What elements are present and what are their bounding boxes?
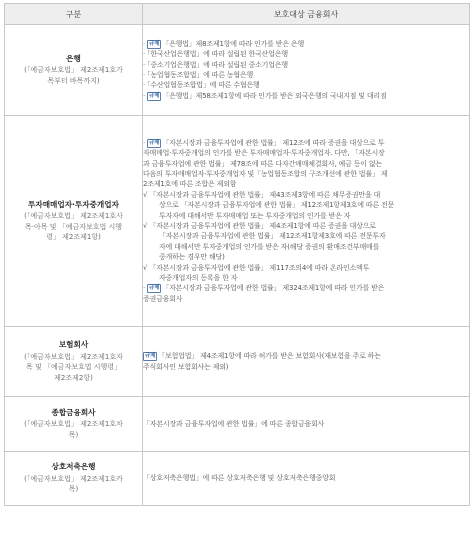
exception-item: √ 「자본시장과 금융투자업에 관한 법률」 제117조의4에 따라 온라인소액투 (143, 263, 370, 272)
category-name: 보험회사 (58, 340, 89, 349)
header-category: 구분 (5, 4, 143, 25)
institutions-cell-savings (143, 452, 470, 506)
category-cell-savings (5, 452, 143, 506)
list-item: · 「중소기업은행법」에 따라 설립된 중소기업은행 (143, 60, 288, 69)
category-basis: 령」 제2조제1항) (46, 233, 101, 241)
category-name: 투자매매업자·투자중개업자 (28, 199, 119, 209)
list-item-continued: 과 금융투자업에 관한 법률」 제78조에 따른 다자간매매체결회사, 예금 등이 없는 (143, 159, 382, 168)
regulation-badge[interactable]: 규제 (149, 139, 160, 146)
list-item: · 「수산업협동조합법」에 따른 수협은행 (143, 81, 260, 90)
exception-item-continued: 자중개업자의 등록을 한 자 (159, 274, 238, 283)
table-row (5, 25, 470, 116)
category-basis: (「예금자보호법」 제2조제1호자 (24, 352, 123, 361)
category-name: 상호저축은행 (51, 462, 96, 472)
category-basis: 목) (68, 430, 79, 439)
category-cell-invest (5, 116, 143, 327)
protected-institutions-table (4, 3, 470, 506)
list-item: · 규제 「은행법」제58조제1항에 따라 인가를 받은 외국은행의 국내지점 및 대리점 (143, 91, 387, 100)
table-row (5, 327, 470, 397)
table-row (5, 116, 470, 327)
category-basis: (「예금자보호법」 제2조제1호가 (24, 66, 123, 75)
exception-item: √ 「자본시장과 금융투자업에 관한 법률」 제4조제1항에 따른 증권을 대상으로 (143, 222, 376, 230)
list-item-continued: 증권금융회사 (143, 294, 183, 303)
institutions-cell-bank (143, 25, 470, 116)
list-item: · 「한국산업은행법」에 따라 설립된 한국산업은행 (143, 50, 288, 59)
exception-item-continued: 「자본시장과 금융투자업에 관한 법률」 제12조제1항제3호에 따른 전문투자 (159, 232, 386, 241)
category-basis: 목부터 바목까지) (47, 76, 100, 85)
table-header-row (5, 4, 470, 25)
category-basis: (「예금자보호법」 제2조제1호카 (24, 474, 123, 483)
list-item: 「자본시장과 금융투자업에 관한 법률」에 따른 종합금융회사 (143, 419, 325, 428)
exception-item-continued: 자에 대해서만 투자중개업의 인가를 받은 자(해당 증권의 환매조건부매매를 (159, 242, 380, 251)
list-item: 규제 「보험업법」 제4조제1항에 따라 허가를 받은 보험회사(재보험을 주로 하는 (145, 352, 381, 361)
category-cell-insurance (5, 327, 143, 397)
list-item: · 규제 「은행법」제8조제1항에 따라 인가를 받은 은행 (143, 39, 305, 48)
category-name: 은행 (66, 53, 81, 63)
list-item-continued: 다음의 투자매매업자·투자중개업자 및「농업협동조합의 구조개선에 관한 법률」 제 (143, 169, 388, 178)
list-item: · 규제 「자본시장과 금융투자업에 관한 법률」 제324조제1항에 따라 인가를 받은 (143, 284, 385, 293)
regulation-badge[interactable]: 규제 (149, 40, 160, 47)
exception-item-continued: 투자자에 대해서만 투자매매업 또는 투자중개업의 인가를 받은 자 (159, 211, 351, 220)
table-row (5, 397, 470, 452)
header-institutions: 보호대상 금융회사 (143, 4, 470, 25)
regulation-badge[interactable]: 규제 (149, 92, 160, 99)
category-cell-merchant (5, 397, 143, 452)
category-name: 종합금융회사 (51, 407, 96, 417)
regulation-badge[interactable]: 규제 (149, 285, 160, 292)
category-cell-bank (5, 25, 143, 116)
list-item-continued: 자매매업·투자중개업의 인가를 받은 투자매매업자·투자중개업자. 다만, 「자본시장 (143, 149, 385, 158)
exception-item: √ 「자본시장과 금융투자업에 관한 법률」 제43조제3항에 따른 채무증권만을 대 (143, 190, 381, 199)
exception-item-continued: 중개하는 경우만 해당) (159, 253, 225, 262)
list-item: · 규제 「자본시장과 금융투자업에 관한 법률」 제12조에 따라 증권을 대상으로 투 (143, 138, 385, 147)
category-basis: 목 및 「예금자보호법 시행령」 (25, 363, 122, 371)
category-basis: 목·아목 및 「예금자보호법 시행 (24, 222, 123, 231)
list-item-continued: 2조제1호에 따른 조합은 제외함 (143, 180, 237, 189)
institutions-cell-merchant (143, 397, 470, 452)
list-item-continued: 주식회사인 보험회사는 제외) (143, 362, 229, 371)
list-item: · 「농업협동조합법」에 따른 농협은행 (143, 71, 254, 79)
regulation-badge[interactable]: 규제 (145, 353, 156, 360)
table-row (5, 452, 470, 506)
institutions-cell-insurance (143, 327, 470, 397)
category-basis: (「예금자보호법」 제2조제1호차 (24, 420, 123, 429)
list-item: 「상호저축은행법」에 따른 상호저축은행 및 상호저축은행중앙회 (143, 474, 336, 483)
category-basis: 제2조제2항) (54, 373, 93, 382)
institutions-cell-invest (143, 116, 470, 327)
category-basis: 목) (68, 485, 79, 494)
exception-item-continued: 상으로 「자본시장과 금융투자업에 관한 법률」 제12조제1항제3호에 따른 전문 (159, 201, 395, 210)
category-basis: (「예금자보호법」 제2조제1호사 (24, 212, 123, 220)
